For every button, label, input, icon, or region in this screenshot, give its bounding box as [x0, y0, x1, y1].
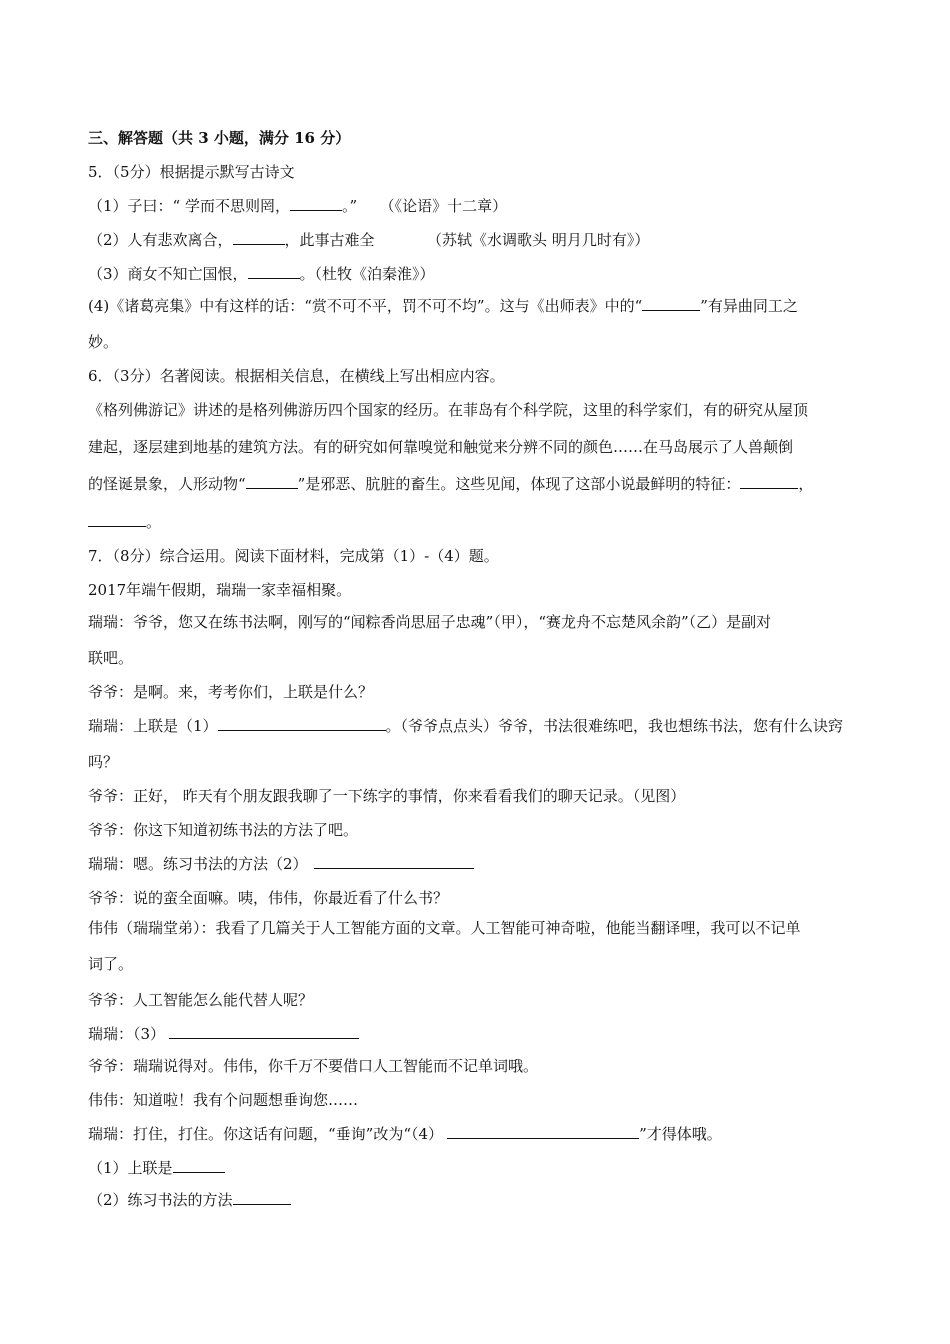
- dialogue-line: 瑞瑞：打住，打住。你这话有问题，“垂询”改为“（4） ”才得体哦。: [88, 1125, 722, 1143]
- q5-item4-cont: 妙。: [88, 333, 119, 351]
- dialogue-line: 伟伟：知道啦！我有个问题想垂询您……: [88, 1091, 359, 1109]
- q6-title: 6．（3分）名著阅读。根据相关信息，在横线上写出相应内容。: [88, 367, 505, 385]
- dialogue-line: 瑞瑞：（3）: [88, 1024, 359, 1044]
- q6-text: 的怪诞景象，人形动物“ ”是邪恶、肮脏的畜生。这些见闻，体现了这部小说最鲜明的特征： ，: [88, 475, 814, 493]
- q5-item2: （2）人有悲欢离合， ，此事古难全 （苏轼《水调歌头 明月几时有》）: [88, 231, 650, 249]
- answer-blank[interactable]: [290, 196, 342, 211]
- answer-blank[interactable]: [642, 296, 700, 311]
- answer-blank[interactable]: [233, 230, 285, 245]
- dialogue-line: 瑞瑞：爷爷，您又在练书法啊，刚写的“闻粽香尚思屈子忠魂”（甲），“赛龙舟不忘楚风余韵”（乙）是副对: [88, 613, 772, 631]
- q6-text: 《格列佛游记》讲述的是格列佛游历四个国家的经历。在菲岛有个科学院，这里的科学家们，有的研究从屋顶: [88, 401, 809, 419]
- dialogue-line: 词了。: [88, 955, 134, 973]
- answer-blank[interactable]: [169, 1024, 359, 1039]
- answer-blank[interactable]: [173, 1158, 225, 1173]
- answer-blank[interactable]: [88, 512, 146, 527]
- dialogue-line: 联吧。: [88, 649, 134, 667]
- dialogue-line: 爷爷：你这下知道初练书法的方法了吧。: [88, 821, 359, 839]
- dialogue-line: 爷爷：人工智能怎么能代替人呢？: [88, 991, 314, 1009]
- dialogue-line: 吗？: [88, 753, 119, 771]
- answer-blank[interactable]: [314, 854, 474, 869]
- answer-blank[interactable]: [246, 474, 298, 489]
- q6-text: 。: [88, 512, 161, 532]
- section-heading: 三、解答题（共 3 小题，满分 16 分）: [88, 129, 351, 147]
- q7-intro: 2017年端午假期，瑞瑞一家幸福相聚。: [88, 581, 352, 599]
- sub-question: （1）上联是: [88, 1158, 225, 1178]
- dialogue-line: 爷爷：正好， 昨天有个朋友跟我聊了一下练字的事情，你来看看我们的聊天记录。（见图）: [88, 787, 686, 805]
- q5-item3: （3）商女不知亡国恨， 。（杜牧《泊秦淮》）: [88, 265, 435, 283]
- dialogue-line: 爷爷：瑞瑞说得对。伟伟，你千万不要借口人工智能而不记单词哦。: [88, 1057, 539, 1075]
- q5-title: 5．（5分）根据提示默写古诗文: [88, 163, 295, 181]
- dialogue-line: 瑞瑞：上联是（1） 。（爷爷点点头）爷爷，书法很难练吧，我也想练书法，您有什么诀窍: [88, 717, 844, 735]
- dialogue-line: 爷爷：说的蛮全面嘛。咦，伟伟，你最近看了什么书？: [88, 889, 449, 907]
- sub-question: （2）练习书法的方法: [88, 1190, 291, 1210]
- q5-item1: （1）子曰：“ 学而不思则罔， 。” （《论语》十二章）: [88, 197, 508, 215]
- answer-blank[interactable]: [218, 716, 386, 731]
- answer-blank[interactable]: [447, 1124, 639, 1139]
- answer-blank[interactable]: [248, 264, 300, 279]
- dialogue-line: 爷爷：是啊。来，考考你们，上联是什么？: [88, 683, 374, 701]
- q7-title: 7．（8分）综合运用。阅读下面材料，完成第（1）-（4）题。: [88, 547, 499, 565]
- dialogue-line: 伟伟（瑞瑞堂弟）：我看了几篇关于人工智能方面的文章。人工智能可神奇啦，他能当翻译哩，我可以不记单: [88, 919, 801, 937]
- answer-blank[interactable]: [233, 1190, 291, 1205]
- q5-item4: (4)《诸葛亮集》中有这样的话：“赏不可不平，罚不可不均”。这与《出师表》中的“ ”有异曲同工之: [88, 297, 798, 315]
- dialogue-line: 瑞瑞：嗯。练习书法的方法（2）: [88, 854, 474, 874]
- q6-text: 建起，逐层建到地基的建筑方法。有的研究如何靠嗅觉和触觉来分辨不同的颜色……在马岛展示了人兽颠倒: [88, 438, 794, 456]
- answer-blank[interactable]: [740, 474, 798, 489]
